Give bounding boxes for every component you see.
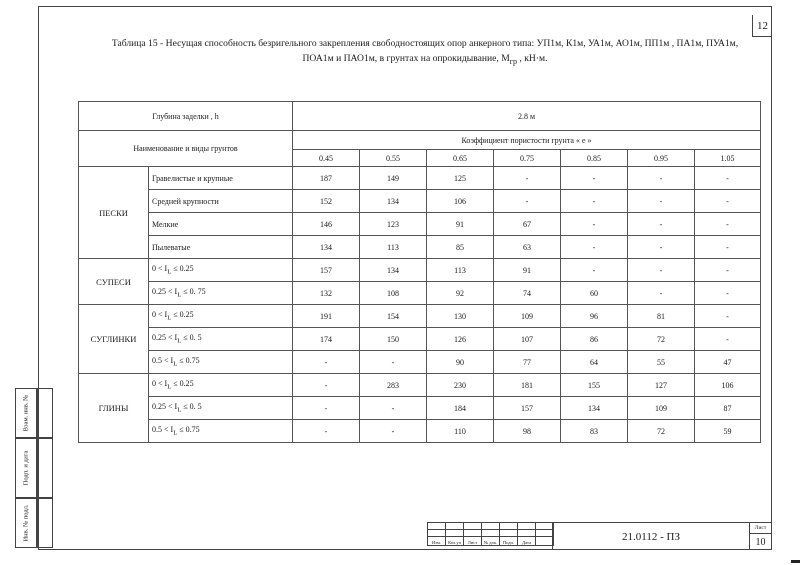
- value-cell: -: [628, 213, 695, 236]
- coef-header: Коэффициент пористости грунта « е »: [293, 131, 761, 150]
- value-cell: -: [628, 236, 695, 259]
- value-cell: -: [695, 328, 761, 351]
- value-cell: 154: [360, 305, 427, 328]
- soil-type: $0 < I_L \le 0.25$: [149, 374, 293, 397]
- side-label-replace: Взам. инв. №: [22, 394, 30, 432]
- value-cell: 96: [561, 305, 628, 328]
- stamp-grid: [427, 522, 554, 546]
- soil-type: $0.25 < I_L \le 0$. 5: [149, 397, 293, 420]
- value-cell: 81: [628, 305, 695, 328]
- value-cell: 60: [561, 282, 628, 305]
- side-cell-sign: [15, 438, 37, 498]
- value-cell: 152: [293, 190, 360, 213]
- soil-group-name: СУГЛИНКИ: [79, 305, 149, 374]
- stamp-label: Дата: [518, 537, 536, 546]
- stamp-label: Лист: [464, 537, 482, 546]
- corner-mark: [791, 560, 800, 563]
- table-row: [79, 259, 761, 282]
- coef-cell: 0.65: [427, 150, 494, 167]
- value-cell: 113: [360, 236, 427, 259]
- value-cell: 230: [427, 374, 494, 397]
- value-cell: 91: [427, 213, 494, 236]
- value-cell: -: [628, 259, 695, 282]
- value-cell: 85: [427, 236, 494, 259]
- caption-line-1: Таблица 15 - Несущая способность безригельного закрепления свободностоящих опор анкерного типа: УП1м, К1м, УА1м, АО1м, ПП1м , ПА1м, ПУА1м,: [111, 38, 739, 49]
- value-cell: 184: [427, 397, 494, 420]
- caption-line-2-text: ПОА1м и ПАО1м, в грунтах на опрокидывание, М: [302, 53, 510, 64]
- value-cell: -: [695, 305, 761, 328]
- value-cell: 55: [628, 351, 695, 374]
- value-cell: 132: [293, 282, 360, 305]
- side-blank-3: [37, 498, 53, 548]
- value-cell: 72: [628, 328, 695, 351]
- stamp-label: № док.: [482, 537, 500, 546]
- sheet-label: Лист: [750, 523, 771, 534]
- sheet-box: [749, 522, 772, 550]
- table-row: [79, 236, 761, 259]
- soil-type: $0 < I_L \le 0.25$: [149, 305, 293, 328]
- soil-type: Средней крупности: [149, 190, 293, 213]
- stamp-blank: [536, 537, 554, 546]
- table-row: [79, 305, 761, 328]
- sheet-number: 10: [755, 537, 766, 548]
- value-cell: 155: [561, 374, 628, 397]
- value-cell: 83: [561, 420, 628, 443]
- value-cell: -: [360, 420, 427, 443]
- value-cell: 92: [427, 282, 494, 305]
- soil-type: Гравелистые и крупные: [149, 167, 293, 190]
- value-cell: -: [561, 236, 628, 259]
- table-row: [79, 420, 761, 443]
- soil-group-name: ПЕСКИ: [79, 167, 149, 259]
- soil-type: $0.25 < I_L \le 0$. 5: [149, 328, 293, 351]
- value-cell: 174: [293, 328, 360, 351]
- soil-header: Наименование и виды грунтов: [79, 131, 293, 167]
- value-cell: -: [628, 282, 695, 305]
- value-cell: 283: [360, 374, 427, 397]
- value-cell: -: [360, 397, 427, 420]
- value-cell: 109: [494, 305, 561, 328]
- value-cell: 108: [360, 282, 427, 305]
- value-cell: 77: [494, 351, 561, 374]
- table-row: [79, 374, 761, 397]
- table-row: [79, 167, 761, 190]
- value-cell: -: [695, 236, 761, 259]
- value-cell: 47: [695, 351, 761, 374]
- value-cell: 109: [628, 397, 695, 420]
- value-cell: -: [695, 213, 761, 236]
- value-cell: 64: [561, 351, 628, 374]
- coef-cell: 0.45: [293, 150, 360, 167]
- stamp-labels: [428, 537, 554, 546]
- value-cell: 90: [427, 351, 494, 374]
- stamp-label: Подп.: [500, 537, 518, 546]
- value-cell: 74: [494, 282, 561, 305]
- stamp-label: Кол.уч: [446, 537, 464, 546]
- soil-type: $0 < I_L \le 0.25$: [149, 259, 293, 282]
- value-cell: 146: [293, 213, 360, 236]
- value-cell: 157: [494, 397, 561, 420]
- value-cell: -: [695, 167, 761, 190]
- side-label-sign: Подп. и дата: [22, 450, 30, 486]
- side-blank-1: [37, 388, 53, 438]
- table-row: [79, 328, 761, 351]
- value-cell: 127: [628, 374, 695, 397]
- caption-line-2-tail: , кН·м.: [517, 53, 548, 64]
- value-cell: 63: [494, 236, 561, 259]
- value-cell: -: [561, 213, 628, 236]
- caption-subscript: гр: [509, 56, 518, 66]
- value-cell: 106: [427, 190, 494, 213]
- soil-type: Мелкие: [149, 213, 293, 236]
- stamp-label: Изм.: [428, 537, 446, 546]
- value-cell: 59: [695, 420, 761, 443]
- value-cell: -: [293, 351, 360, 374]
- value-cell: -: [293, 397, 360, 420]
- side-cell-replace: [15, 388, 37, 438]
- value-cell: 123: [360, 213, 427, 236]
- value-cell: 134: [360, 259, 427, 282]
- table-row: [79, 282, 761, 305]
- depth-label: Глубина заделки , h: [79, 102, 293, 131]
- value-cell: -: [293, 374, 360, 397]
- value-cell: 150: [360, 328, 427, 351]
- value-cell: 98: [494, 420, 561, 443]
- table-row: [79, 397, 761, 420]
- table-row: [79, 213, 761, 236]
- value-cell: -: [494, 190, 561, 213]
- value-cell: -: [494, 167, 561, 190]
- value-cell: 134: [561, 397, 628, 420]
- value-cell: 134: [360, 190, 427, 213]
- soil-type: $0.5 < I_L \le 0.75$: [149, 351, 293, 374]
- value-cell: 125: [427, 167, 494, 190]
- value-cell: 110: [427, 420, 494, 443]
- value-cell: 181: [494, 374, 561, 397]
- value-cell: 86: [561, 328, 628, 351]
- soil-group-name: СУПЕСИ: [79, 259, 149, 305]
- value-cell: -: [561, 259, 628, 282]
- value-cell: 72: [628, 420, 695, 443]
- coef-cell: 0.75: [494, 150, 561, 167]
- value-cell: 126: [427, 328, 494, 351]
- value-cell: 191: [293, 305, 360, 328]
- value-cell: -: [628, 190, 695, 213]
- value-cell: 107: [494, 328, 561, 351]
- value-cell: -: [695, 282, 761, 305]
- table-caption: [80, 36, 770, 69]
- coef-cell: 0.55: [360, 150, 427, 167]
- value-cell: 187: [293, 167, 360, 190]
- caption-line-2: [80, 51, 770, 69]
- value-cell: -: [628, 167, 695, 190]
- side-strip: [15, 388, 37, 548]
- value-cell: 149: [360, 167, 427, 190]
- value-cell: 91: [494, 259, 561, 282]
- soil-type: $0.5 < I_L \le 0.75$: [149, 420, 293, 443]
- value-cell: 130: [427, 305, 494, 328]
- soil-group-name: ГЛИНЫ: [79, 374, 149, 443]
- document-code: 21.0112 - ПЗ: [552, 522, 750, 550]
- value-cell: -: [360, 351, 427, 374]
- table-row: [79, 351, 761, 374]
- soil-type: Пылеватые: [149, 236, 293, 259]
- depth-value: 2.8 м: [293, 102, 761, 131]
- page-number: 12: [752, 15, 772, 37]
- value-cell: -: [695, 190, 761, 213]
- table-row: [79, 190, 761, 213]
- coef-cell: 0.85: [561, 150, 628, 167]
- value-cell: -: [293, 420, 360, 443]
- bearing-capacity-table: [78, 101, 761, 443]
- side-cell-inv: [15, 498, 37, 548]
- coef-cell: 0.95: [628, 150, 695, 167]
- soil-type: $0.25 < I_L \le 0$. 75: [149, 282, 293, 305]
- title-block: [427, 522, 772, 550]
- coef-cell: 1.05: [695, 150, 761, 167]
- value-cell: 113: [427, 259, 494, 282]
- value-cell: -: [561, 167, 628, 190]
- value-cell: -: [561, 190, 628, 213]
- value-cell: 67: [494, 213, 561, 236]
- value-cell: 157: [293, 259, 360, 282]
- value-cell: 106: [695, 374, 761, 397]
- value-cell: -: [695, 259, 761, 282]
- value-cell: 134: [293, 236, 360, 259]
- side-blank-2: [37, 438, 53, 498]
- side-label-inv: Инв. № подл.: [22, 504, 30, 542]
- value-cell: 87: [695, 397, 761, 420]
